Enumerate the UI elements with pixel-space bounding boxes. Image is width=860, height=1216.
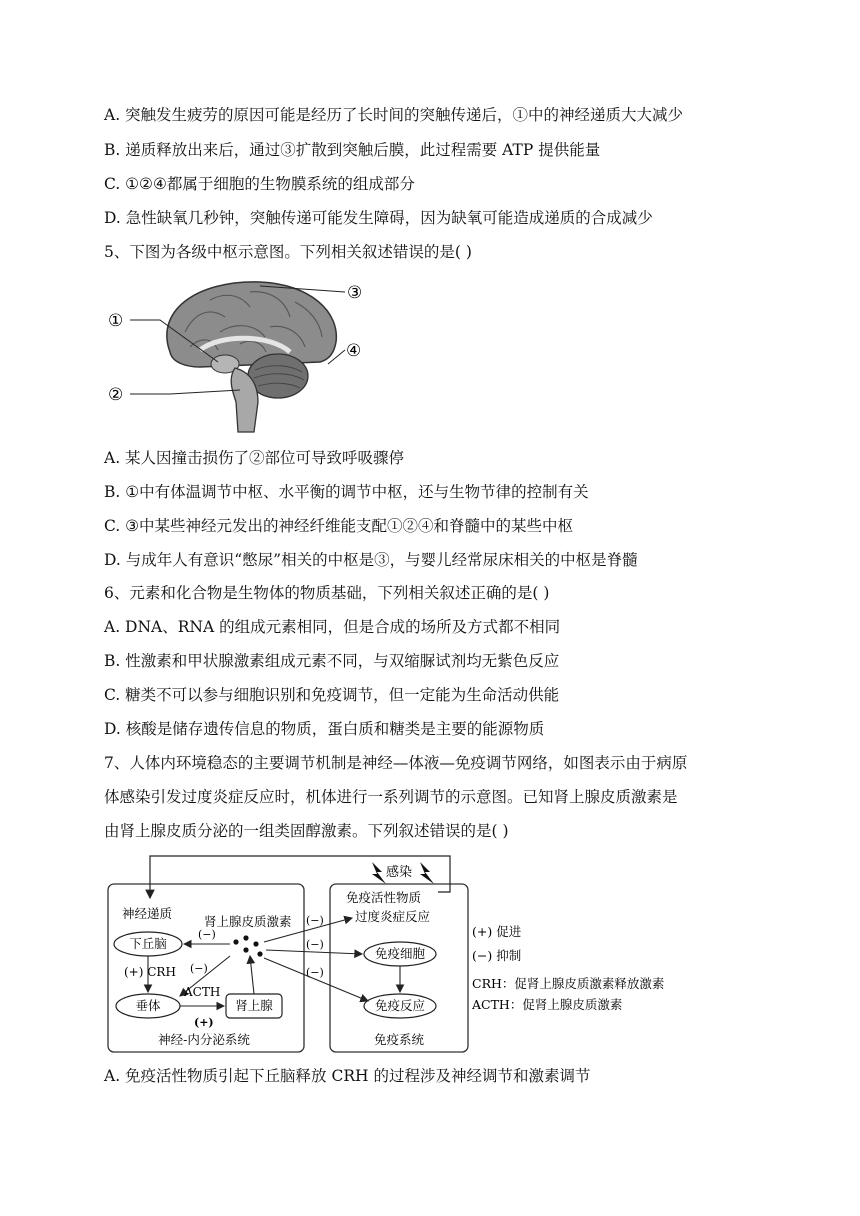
immune-active-label: 免疫活性物质: [346, 890, 422, 905]
cerebrum: [167, 282, 337, 367]
q4-option-d: D. 急性缺氧几秒钟，突触传递可能发生障碍，因为缺氧可能造成递质的合成减少: [104, 209, 653, 227]
q5-option-b: B. ①中有体温调节中枢、水平衡的调节中枢，还与生物节律的控制有关: [104, 483, 589, 501]
legend-crh: CRH：促肾上腺皮质激素释放激素: [472, 976, 665, 991]
minus-tag: (−): [306, 938, 324, 951]
q6-option-d: D. 核酸是储存遗传信息的物质，蛋白质和糖类是主要的能源物质: [104, 720, 545, 738]
label-2: ②: [108, 385, 124, 405]
pituitary-label: 垂体: [135, 998, 161, 1013]
q6-option-b: B. 性激素和甲状腺激素组成元素不同，与双缩脲试剂均无紫色反应: [104, 652, 560, 670]
immune-system-label: 免疫系统: [373, 1032, 425, 1047]
legend-inhibit: (−) 抑制: [472, 948, 522, 963]
neuro-endocrine-label: 神经-内分泌系统: [158, 1032, 250, 1047]
immune-cell-label: 免疫细胞: [374, 946, 426, 961]
lightning-icon: [420, 862, 434, 884]
crh-tag: (+) CRH: [124, 965, 176, 979]
minus-tag: (−): [306, 914, 324, 927]
q5-option-d: D. 与成年人有意识“憋尿”相关的中枢是③，与婴儿经常尿床相关的中枢是脊髓: [104, 551, 638, 569]
infection-label: 感染: [386, 865, 413, 880]
plus-tag: (+): [194, 1016, 214, 1029]
label-3: ③: [347, 283, 363, 303]
inflammation-label: 过度炎症反应: [355, 909, 431, 924]
legend-promote: (+) 促进: [472, 924, 522, 939]
leader-2: [130, 390, 240, 394]
q4-option-a: A. 突触发生疲劳的原因可能是经历了长时间的突触传递后，①中的神经递质大大减少: [104, 106, 684, 124]
hormone-dots: [233, 935, 262, 956]
q5-option-c: C. ③中某些神经元发出的神经纤维能支配①②④和脊髓中的某些中枢: [104, 517, 574, 535]
legend-acth: ACTH：促肾上腺皮质激素: [472, 997, 623, 1012]
label-4: ④: [346, 341, 362, 361]
q7-stem-line2: 体感染引发过度炎症反应时，机体进行一系列调节的示意图。已知肾上腺皮质激素是: [104, 788, 678, 806]
q7-stem-line1: 7、人体内环境稳态的主要调节机制是神经—体液—免疫调节网络，如图表示由于病原: [104, 754, 688, 772]
brain-centers-figure: [100, 272, 363, 434]
q7-stem-line3: 由肾上腺皮质分泌的一组类固醇激素。下列叙述错误的是( ): [104, 822, 509, 840]
adrenal-label: 肾上腺: [235, 998, 273, 1013]
lightning-icon: [372, 862, 386, 884]
q7-option-a: A. 免疫活性物质引起下丘脑释放 CRH 的过程涉及神经调节和激素调节: [104, 1067, 591, 1085]
q6-stem: 6、元素和化合物是生物体的物质基础，下列相关叙述正确的是( ): [104, 584, 550, 602]
label-1: ①: [108, 311, 124, 331]
neuro-immune-regulation-diagram: [100, 846, 700, 1056]
q5-stem: 5、下图为各级中枢示意图。下列相关叙述错误的是( ): [104, 243, 472, 261]
q4-option-b: B. 递质释放出来后，通过③扩散到突触后膜，此过程需要 ATP 提供能量: [104, 141, 601, 159]
hypothalamus-label: 下丘脑: [129, 936, 167, 951]
neurotransmitter-label: 神经递质: [122, 906, 173, 921]
minus-tag: (−): [306, 966, 324, 979]
acth-tag: ACTH: [184, 985, 221, 999]
q6-option-a: A. DNA、RNA 的组成元素相同，但是合成的场所及方式都不相同: [104, 618, 561, 636]
adrenal-cortex-hormone-label: 肾上腺皮质激素: [204, 914, 292, 929]
immune-response-label: 免疫反应: [374, 998, 426, 1013]
q6-option-c: C. 糖类不可以参与细胞识别和免疫调节，但一定能为生命活动供能: [104, 686, 560, 704]
minus-tag: (−): [190, 962, 208, 975]
minus-tag: (−): [198, 928, 216, 941]
q5-option-a: A. 某人因撞击损伤了②部位可导致呼吸骤停: [104, 449, 405, 467]
q4-option-c: C. ①②④都属于细胞的生物膜系统的组成部分: [104, 175, 415, 193]
